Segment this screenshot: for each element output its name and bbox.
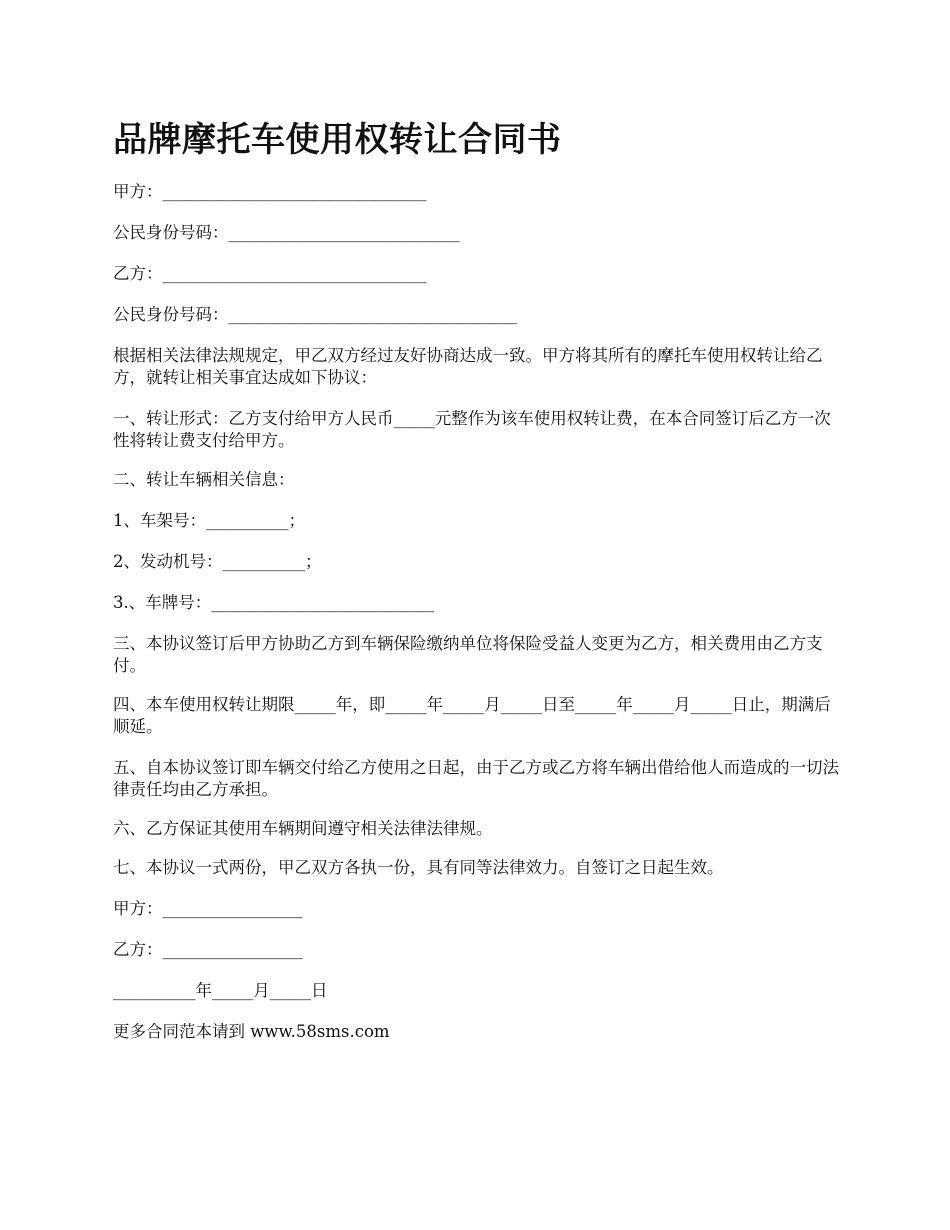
intro-paragraph: 根据相关法律法规规定，甲乙双方经过友好协商达成一致。甲方将其所有的摩托车使用权转让给乙方，就转让相关事宜达成如下协议： — [113, 346, 823, 387]
clause-2-heading: 二、转让车辆相关信息： — [113, 470, 295, 489]
signature-party-b: 乙方：_________________ — [113, 940, 303, 959]
id-number-line-b: 公民身份号码：___________________________________ — [113, 305, 518, 324]
party-b-line: 乙方：________________________________ — [113, 264, 427, 283]
footer-link-text: 更多合同范本请到 www.58sms.com — [113, 1022, 390, 1041]
clause-7: 七、本协议一式两份，甲乙双方各执一份，具有同等法律效力。自签订之日起生效。 — [113, 858, 724, 877]
clause-4: 四、本车使用权转让期限_____年，即_____年_____月_____日至_____年_____月_____日止，期满后顺延。 — [113, 695, 831, 736]
clause-6: 六、乙方保证其使用车辆期间遵守相关法律法律规。 — [113, 819, 493, 838]
clause-3: 三、本协议签订后甲方协助乙方到车辆保险缴纳单位将保险受益人变更为乙方，相关费用由乙方支付。 — [113, 634, 823, 675]
engine-number: 2、发动机号：__________； — [113, 552, 322, 571]
signature-party-a: 甲方：_________________ — [113, 899, 303, 918]
clause-5: 五、自本协议签订即车辆交付给乙方使用之日起，由于乙方或乙方将车辆出借给他人而造成的一切法律责任均由乙方承担。 — [113, 758, 839, 799]
vehicle-frame-number: 1、车架号：__________； — [113, 511, 305, 530]
signing-date: __________年_____月_____日 — [113, 981, 328, 1000]
document-title: 品牌摩托车使用权转让合同书 — [113, 120, 562, 160]
id-number-line-a: 公民身份号码：____________________________ — [113, 223, 460, 242]
clause-1: 一、转让形式：乙方支付给甲方人民币_____元整作为该车使用权转让费，在本合同签订后乙方一次性将转让费支付给甲方。 — [113, 409, 831, 450]
plate-number: 3.、车牌号：___________________________ — [113, 593, 434, 612]
party-a-line: 甲方：________________________________ — [113, 182, 427, 201]
